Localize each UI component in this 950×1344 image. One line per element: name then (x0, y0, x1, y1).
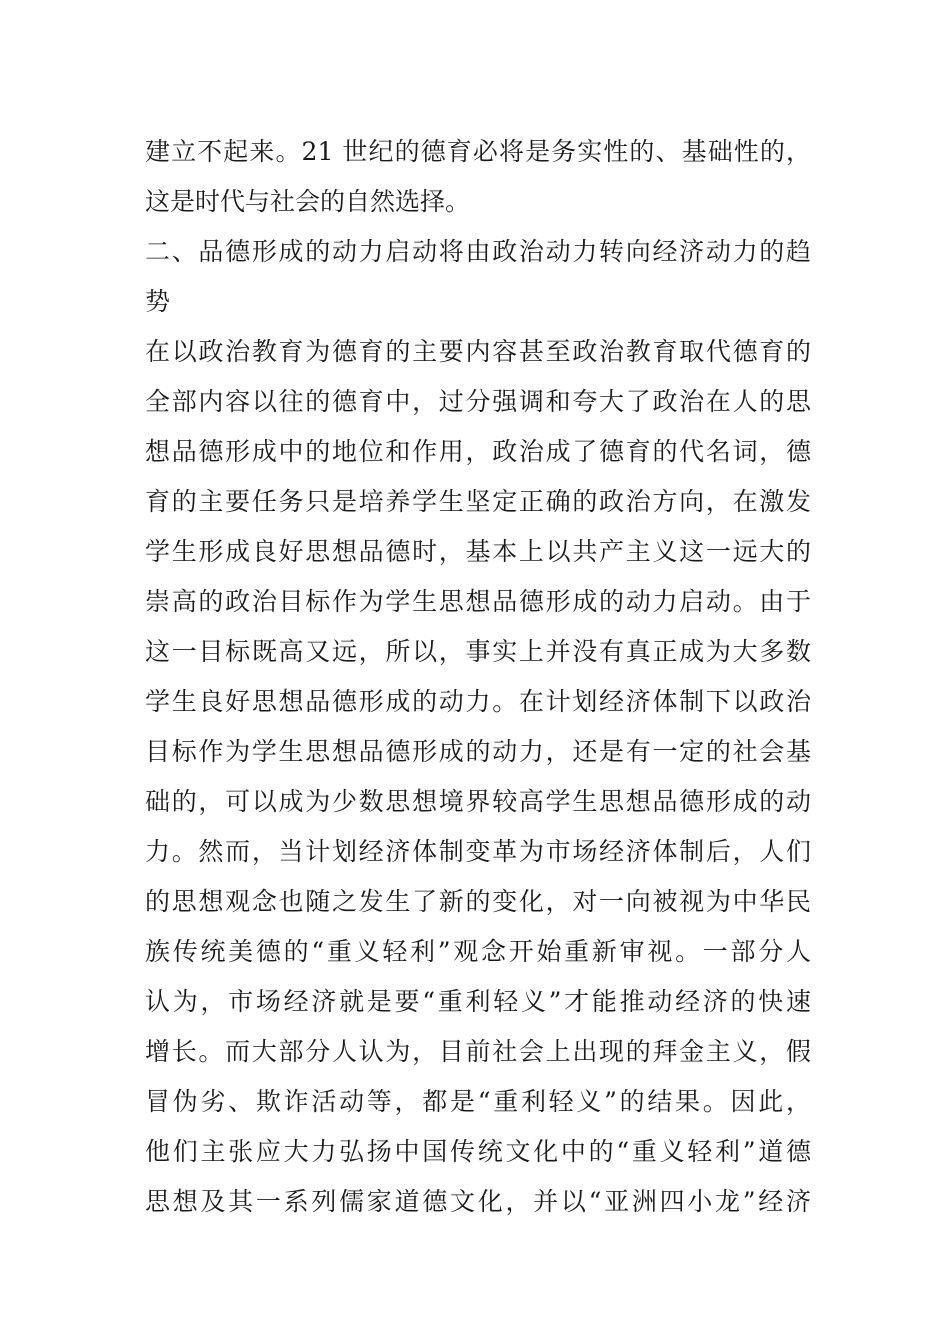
text-line: 力。然而，当计划经济体制变革为市场经济体制后，人们 (145, 837, 811, 866)
text-line: 育的主要任务只是培养学生坚定正确的政治方向，在激发 (145, 487, 811, 516)
text-line: 础的，可以成为少数思想境界较高学生思想品德形成的动 (145, 787, 811, 816)
text-line: 在以政治教育为德育的主要内容甚至政治教育取代德育的 (145, 337, 811, 366)
text-line: 学生形成良好思想品德时，基本上以共产主义这一远大的 (145, 537, 811, 566)
paragraph (145, 127, 811, 227)
text-line: 的思想观念也随之发生了新的变化，对一向被视为中华民 (145, 887, 811, 916)
text-line: 增长。而大部分人认为，目前社会上出现的拜金主义，假 (145, 1037, 811, 1066)
text-line: 势 (145, 287, 171, 316)
text-line: 目标作为学生思想品德形成的动力，还是有一定的社会基 (145, 737, 811, 766)
section-heading (145, 227, 811, 327)
text-line: 这一目标既高又远，所以，事实上并没有真正成为大多数 (145, 637, 811, 666)
document-page (145, 127, 811, 1227)
text-line: 他们主张应大力弘扬中国传统文化中的“重义轻利”道德 (145, 1137, 811, 1166)
text-line: 崇高的政治目标作为学生思想品德形成的动力启动。由于 (145, 587, 811, 616)
text-line: 全部内容以往的德育中，过分强调和夸大了政治在人的思 (145, 387, 811, 416)
text-line: 想品德形成中的地位和作用，政治成了德育的代名词，德 (145, 437, 811, 466)
text-line: 学生良好思想品德形成的动力。在计划经济体制下以政治 (145, 687, 811, 716)
text-line: 建立不起来。21 世纪的德育必将是务实性的、基础性的， (145, 137, 811, 166)
text-line: 思想及其一系列儒家道德文化，并以“亚洲四小龙”经济 (145, 1187, 811, 1216)
text-line: 冒伪劣、欺诈活动等，都是“重利轻义”的结果。因此， (145, 1087, 811, 1116)
text-line: 认为，市场经济就是要“重利轻义”才能推动经济的快速 (145, 987, 811, 1016)
paragraph (145, 327, 811, 1227)
text-line: 族传统美德的“重义轻利”观念开始重新审视。一部分人 (145, 937, 811, 966)
document-body (145, 127, 811, 1227)
text-line: 这是时代与社会的自然选择。 (145, 187, 471, 216)
text-line: 二、品德形成的动力启动将由政治动力转向经济动力的趋 (145, 237, 811, 266)
